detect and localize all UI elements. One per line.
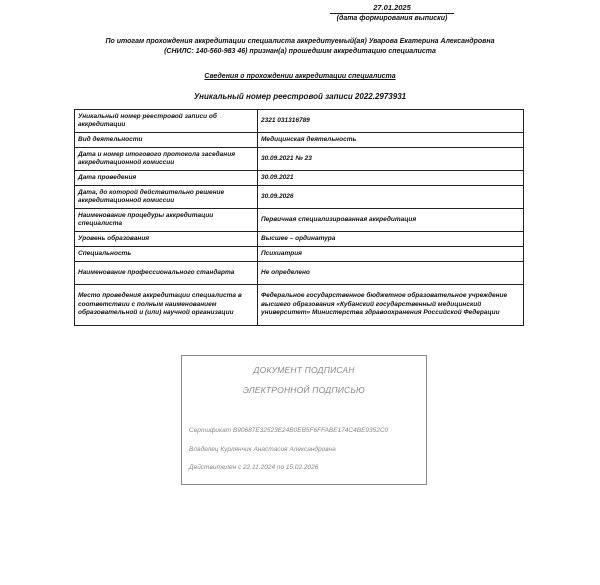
table-row: [75, 232, 524, 247]
row-value: 2321 031316789: [258, 110, 524, 133]
extract-date-caption: (дата формирования выписки): [336, 15, 448, 22]
row-value: Высшее – ординатура: [258, 232, 524, 247]
intro-line-2: (СНИЛС: 140-560-983 46) признан(а) прошедшим аккредитацию специалиста: [164, 48, 436, 55]
row-label: Дата, до которой действительно решение аккредитационной комиссии: [75, 186, 258, 209]
row-label: Уникальный номер реестровой записи об аккредитации: [75, 110, 258, 133]
table-row: [75, 247, 524, 262]
row-label: Дата проведения: [75, 171, 258, 186]
extract-date-block: [330, 3, 454, 22]
table-row: [75, 285, 524, 326]
table-row: [75, 110, 524, 133]
table-row: [75, 209, 524, 232]
row-label: Специальность: [75, 247, 258, 262]
row-value: Первичная специализированная аккредитация: [258, 209, 524, 232]
stamp-validity: Действителен с 22.11.2024 по 15.02.2026: [189, 464, 319, 471]
table-row: [75, 186, 524, 209]
stamp-owner: Владелец Курлянчик Анастасия Александровна: [189, 446, 336, 453]
accreditation-details-table: [74, 109, 524, 326]
table-row: [75, 171, 524, 186]
intro-line-1: По итогам прохождения аккредитации специалиста аккредитуемый(ая) Уварова Екатерина Александровна: [105, 38, 495, 45]
stamp-title-line-1: ДОКУМЕНТ ПОДПИСАН: [253, 365, 355, 375]
row-label: Наименование профессионального стандарта: [75, 262, 258, 285]
extract-date: 27.01.2025: [330, 3, 454, 14]
row-label: Наименование процедуры аккредитации специалиста: [75, 209, 258, 232]
table-row: [75, 262, 524, 285]
row-value: 30.09.2021 № 23: [258, 148, 524, 171]
row-value: 30.09.2021: [258, 171, 524, 186]
row-value: 30.09.2026: [258, 186, 524, 209]
row-label: Место проведения аккредитации специалиста в соответствии с полным наименованием образовательной и (или) научной организации: [75, 285, 258, 326]
table-row: [75, 133, 524, 148]
row-value: Психиатрия: [258, 247, 524, 262]
table-row: [75, 148, 524, 171]
stamp-certificate: Сертификат B90687E32523E24B0EB5F6FFABE174C4BE9352C0: [189, 427, 389, 434]
row-value: Медицинская деятельность: [258, 133, 524, 148]
registry-number-title: Уникальный номер реестровой записи 2022.2973931: [193, 92, 407, 101]
intro-paragraph: [60, 37, 540, 57]
section-title: Сведения о прохождении аккредитации специалиста: [204, 73, 396, 80]
stamp-title-line-2: ЭЛЕКТРОННОЙ ПОДПИСЬЮ: [243, 385, 365, 395]
electronic-signature-stamp: [181, 355, 427, 485]
row-label: Дата и номер итогового протокола заседания аккредитационной комиссии: [75, 148, 258, 171]
row-value: Не определено: [258, 262, 524, 285]
row-value: Федеральное государственное бюджетное образовательное учреждение высшего образования «Кубанский государственный медицинский университет» Министерства здравоохранения Российской Федерации: [258, 285, 524, 326]
row-label: Уровень образования: [75, 232, 258, 247]
row-label: Вид деятельности: [75, 133, 258, 148]
